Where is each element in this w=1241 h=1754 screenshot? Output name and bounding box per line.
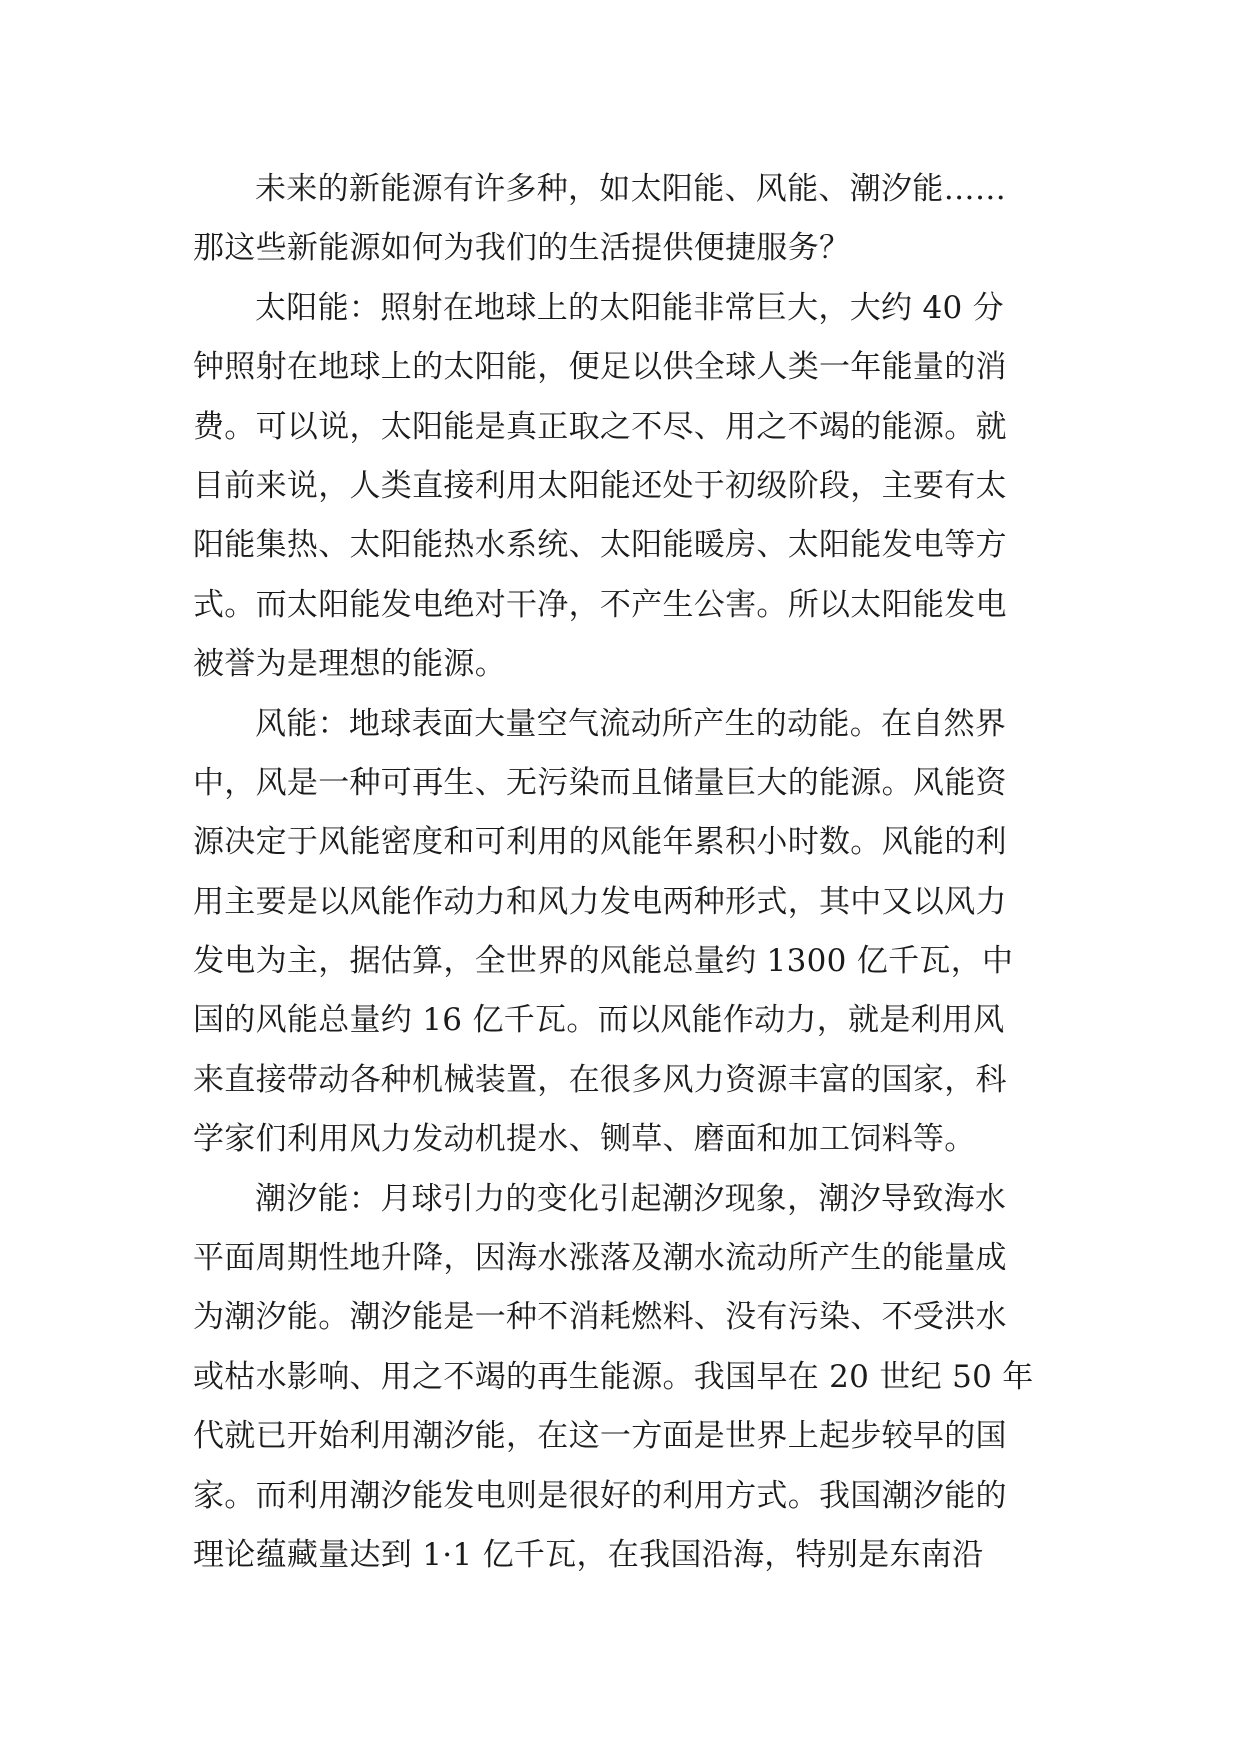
paragraph-line: 目前来说，人类直接利用太阳能还处于初级阶段，主要有太: [193, 467, 1007, 504]
paragraph-line: 太阳能：照射在地球上的太阳能非常巨大，大约 40 分: [255, 289, 1004, 326]
paragraph-line: 为潮汐能。潮汐能是一种不消耗燃料、没有污染、不受洪水: [193, 1299, 1007, 1336]
paragraph-line: 钟照射在地球上的太阳能，便足以供全球人类一年能量的消: [193, 349, 1007, 386]
paragraph-line: 被誉为是理想的能源。: [193, 646, 506, 683]
paragraph-line: 国的风能总量约 16 亿千瓦。而以风能作动力，就是利用风: [193, 1002, 1005, 1039]
paragraph-line: 发电为主，据估算，全世界的风能总量约 1300 亿千瓦，中: [193, 943, 1014, 980]
paragraph-line: 平面周期性地升降，因海水涨落及潮水流动所产生的能量成: [193, 1240, 1007, 1277]
document-body: [193, 160, 1055, 1585]
paragraph-line: 风能：地球表面大量空气流动所产生的动能。在自然界: [255, 705, 1007, 742]
paragraph-tidal-energy: [193, 1170, 1055, 1586]
paragraph-line: 家。而利用潮汐能发电则是很好的利用方式。我国潮汐能的: [193, 1477, 1007, 1514]
paragraph-line: 费。可以说，太阳能是真正取之不尽、用之不竭的能源。就: [193, 408, 1007, 445]
paragraph-line: 阳能集热、太阳能热水系统、太阳能暖房、太阳能发电等方: [193, 527, 1007, 564]
paragraph-line: 用主要是以风能作动力和风力发电两种形式，其中又以风力: [193, 883, 1007, 920]
paragraph-line: 中，风是一种可再生、无污染而且储量巨大的能源。风能资: [193, 764, 1007, 801]
paragraph-wind-energy: [193, 695, 1055, 1170]
paragraph-line: 学家们利用风力发动机提水、铡草、磨面和加工饲料等。: [193, 1121, 976, 1158]
paragraph-line: 来直接带动各种机械装置，在很多风力资源丰富的国家，科: [193, 1061, 1007, 1098]
paragraph-line: 理论蕴藏量达到 1·1 亿千瓦，在我国沿海，特别是东南沿: [193, 1536, 984, 1573]
paragraph-line: 式。而太阳能发电绝对干净，不产生公害。所以太阳能发电: [193, 586, 1007, 623]
paragraph-line: 源决定于风能密度和可利用的风能年累积小时数。风能的利: [193, 824, 1007, 861]
paragraph-intro: [193, 160, 1055, 279]
paragraph-line: 未来的新能源有许多种，如太阳能、风能、潮汐能……: [255, 171, 1007, 207]
paragraph-line: 那这些新能源如何为我们的生活提供便捷服务？: [193, 230, 851, 267]
paragraph-line: 潮汐能：月球引力的变化引起潮汐现象，潮汐导致海水: [255, 1180, 1007, 1217]
paragraph-line: 或枯水影响、用之不竭的再生能源。我国早在 20 世纪 50 年: [193, 1358, 1034, 1395]
paragraph-solar-energy: [193, 279, 1055, 695]
paragraph-line: 代就已开始利用潮汐能，在这一方面是世界上起步较早的国: [193, 1418, 1007, 1455]
